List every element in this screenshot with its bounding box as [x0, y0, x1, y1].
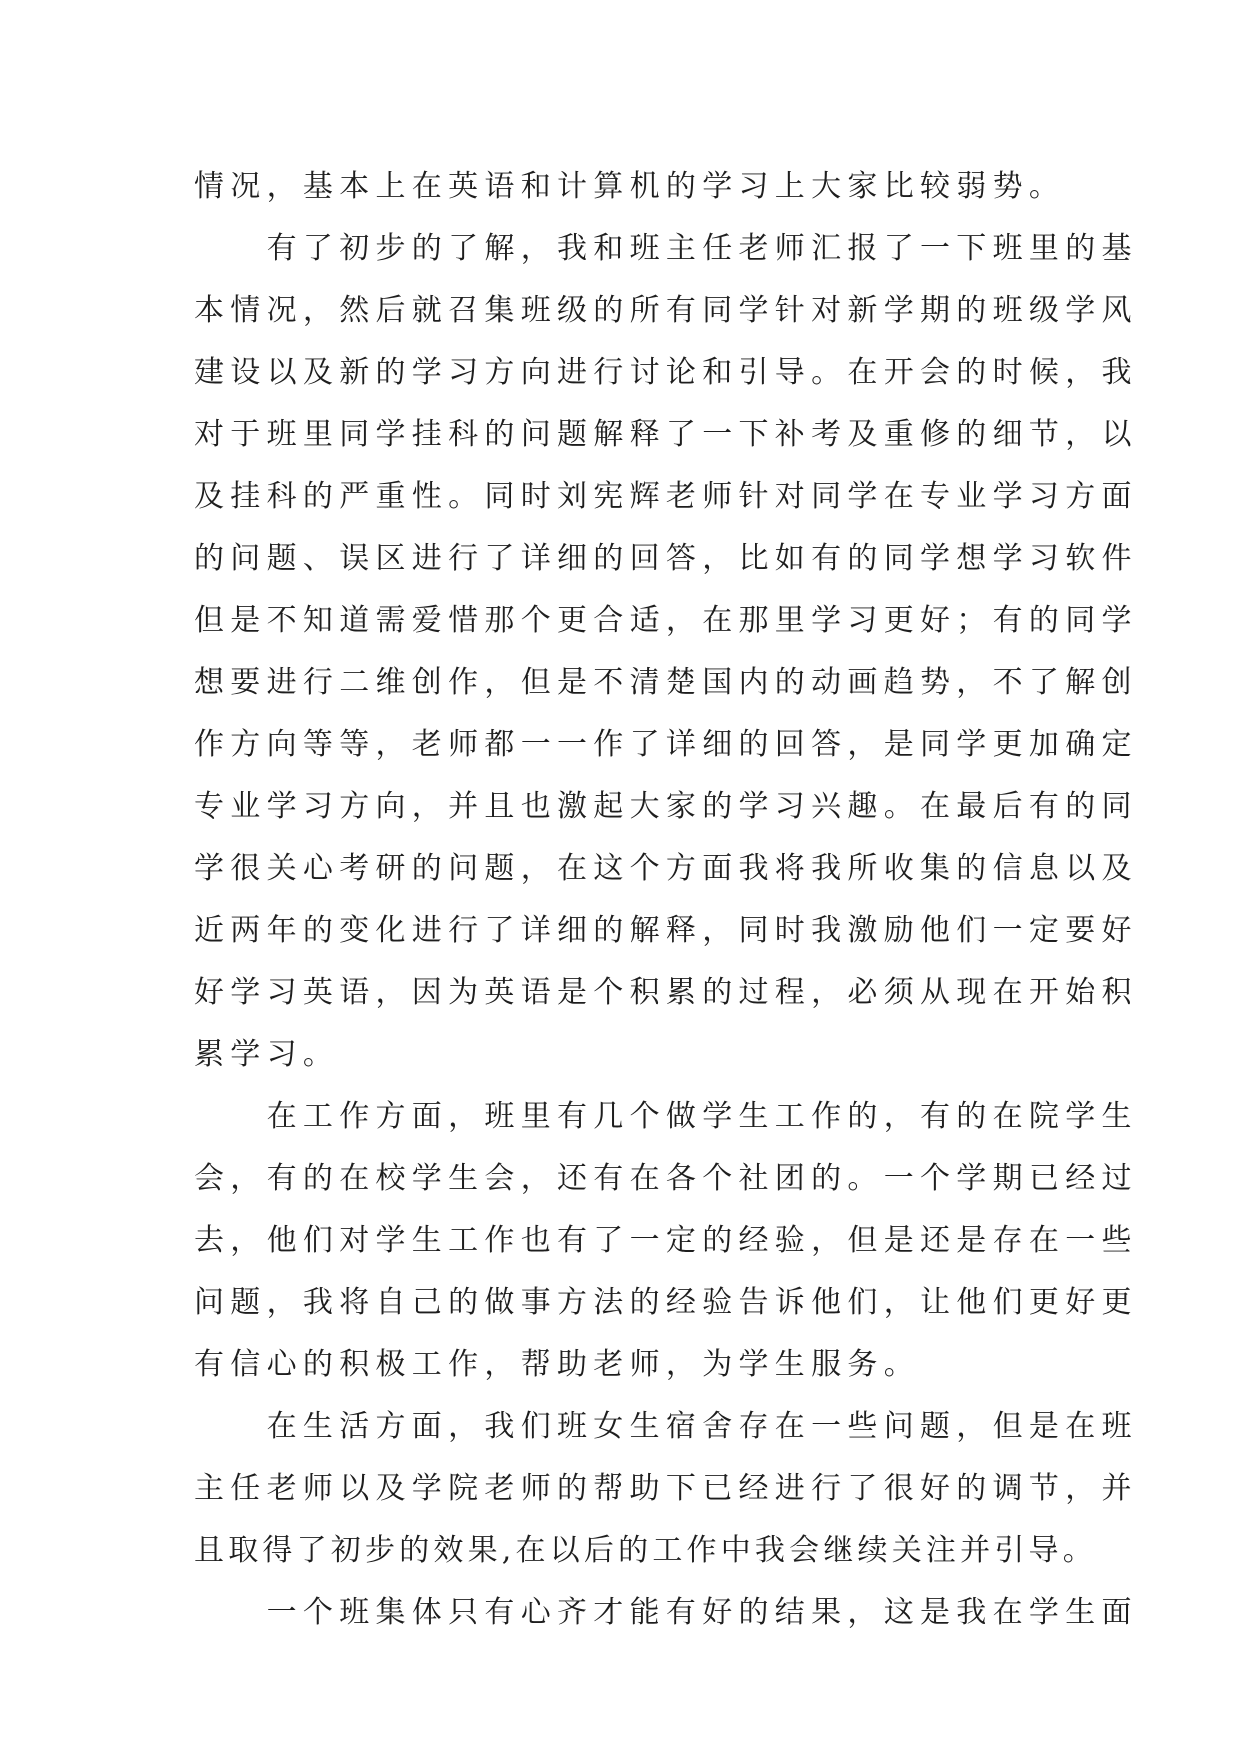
text-line: 有信心的积极工作，帮助老师，为学生服务。: [194, 1347, 920, 1382]
text-line: 但是不知道需爱惜那个更合适，在那里学习更好；有的同学: [194, 603, 1138, 638]
text-line: 去，他们对学生工作也有了一定的经验，但是还是存在一些: [194, 1223, 1138, 1258]
text-line: 情况，基本上在英语和计算机的学习上大家比较弱势。: [194, 169, 1066, 204]
text-line: 建设以及新的学习方向进行讨论和引导。在开会的时候，我: [194, 355, 1138, 390]
text-line: 一个班集体只有心齐才能有好的结果，这是我在学生面: [194, 1595, 1138, 1630]
text-line: 问题，我将自己的做事方法的经验告诉他们，让他们更好更: [194, 1285, 1138, 1320]
text-line: 且取得了初步的效果,在以后的工作中我会继续关注并引导。: [194, 1533, 1097, 1568]
text-line: 及挂科的严重性。同时刘宪辉老师针对同学在专业学习方面: [194, 479, 1138, 514]
text-line: 在生活方面，我们班女生宿舍存在一些问题，但是在班: [194, 1409, 1138, 1444]
text-line: 累学习。: [194, 1037, 340, 1072]
text-line: 作方向等等，老师都一一作了详细的回答，是同学更加确定: [194, 727, 1138, 762]
text-line: 近两年的变化进行了详细的解释，同时我激励他们一定要好: [194, 913, 1138, 948]
text-line: 主任老师以及学院老师的帮助下已经进行了很好的调节，并: [194, 1471, 1138, 1506]
text-line: 本情况，然后就召集班级的所有同学针对新学期的班级学风: [194, 293, 1138, 328]
text-line: 的问题、误区进行了详细的回答，比如有的同学想学习软件: [194, 541, 1138, 576]
body-text: [194, 156, 1138, 1644]
text-line: 在工作方面，班里有几个做学生工作的，有的在院学生: [194, 1099, 1138, 1134]
text-line: 对于班里同学挂科的问题解释了一下补考及重修的细节，以: [194, 417, 1138, 452]
text-line: 会，有的在校学生会，还有在各个社团的。一个学期已经过: [194, 1161, 1138, 1196]
text-line: 学很关心考研的问题，在这个方面我将我所收集的信息以及: [194, 851, 1138, 886]
text-line: 专业学习方向，并且也激起大家的学习兴趣。在最后有的同: [194, 789, 1138, 824]
text-line: 有了初步的了解，我和班主任老师汇报了一下班里的基: [194, 231, 1138, 266]
text-line: 好学习英语，因为英语是个积累的过程，必须从现在开始积: [194, 975, 1138, 1010]
text-line: 想要进行二维创作，但是不清楚国内的动画趋势，不了解创: [194, 665, 1138, 700]
